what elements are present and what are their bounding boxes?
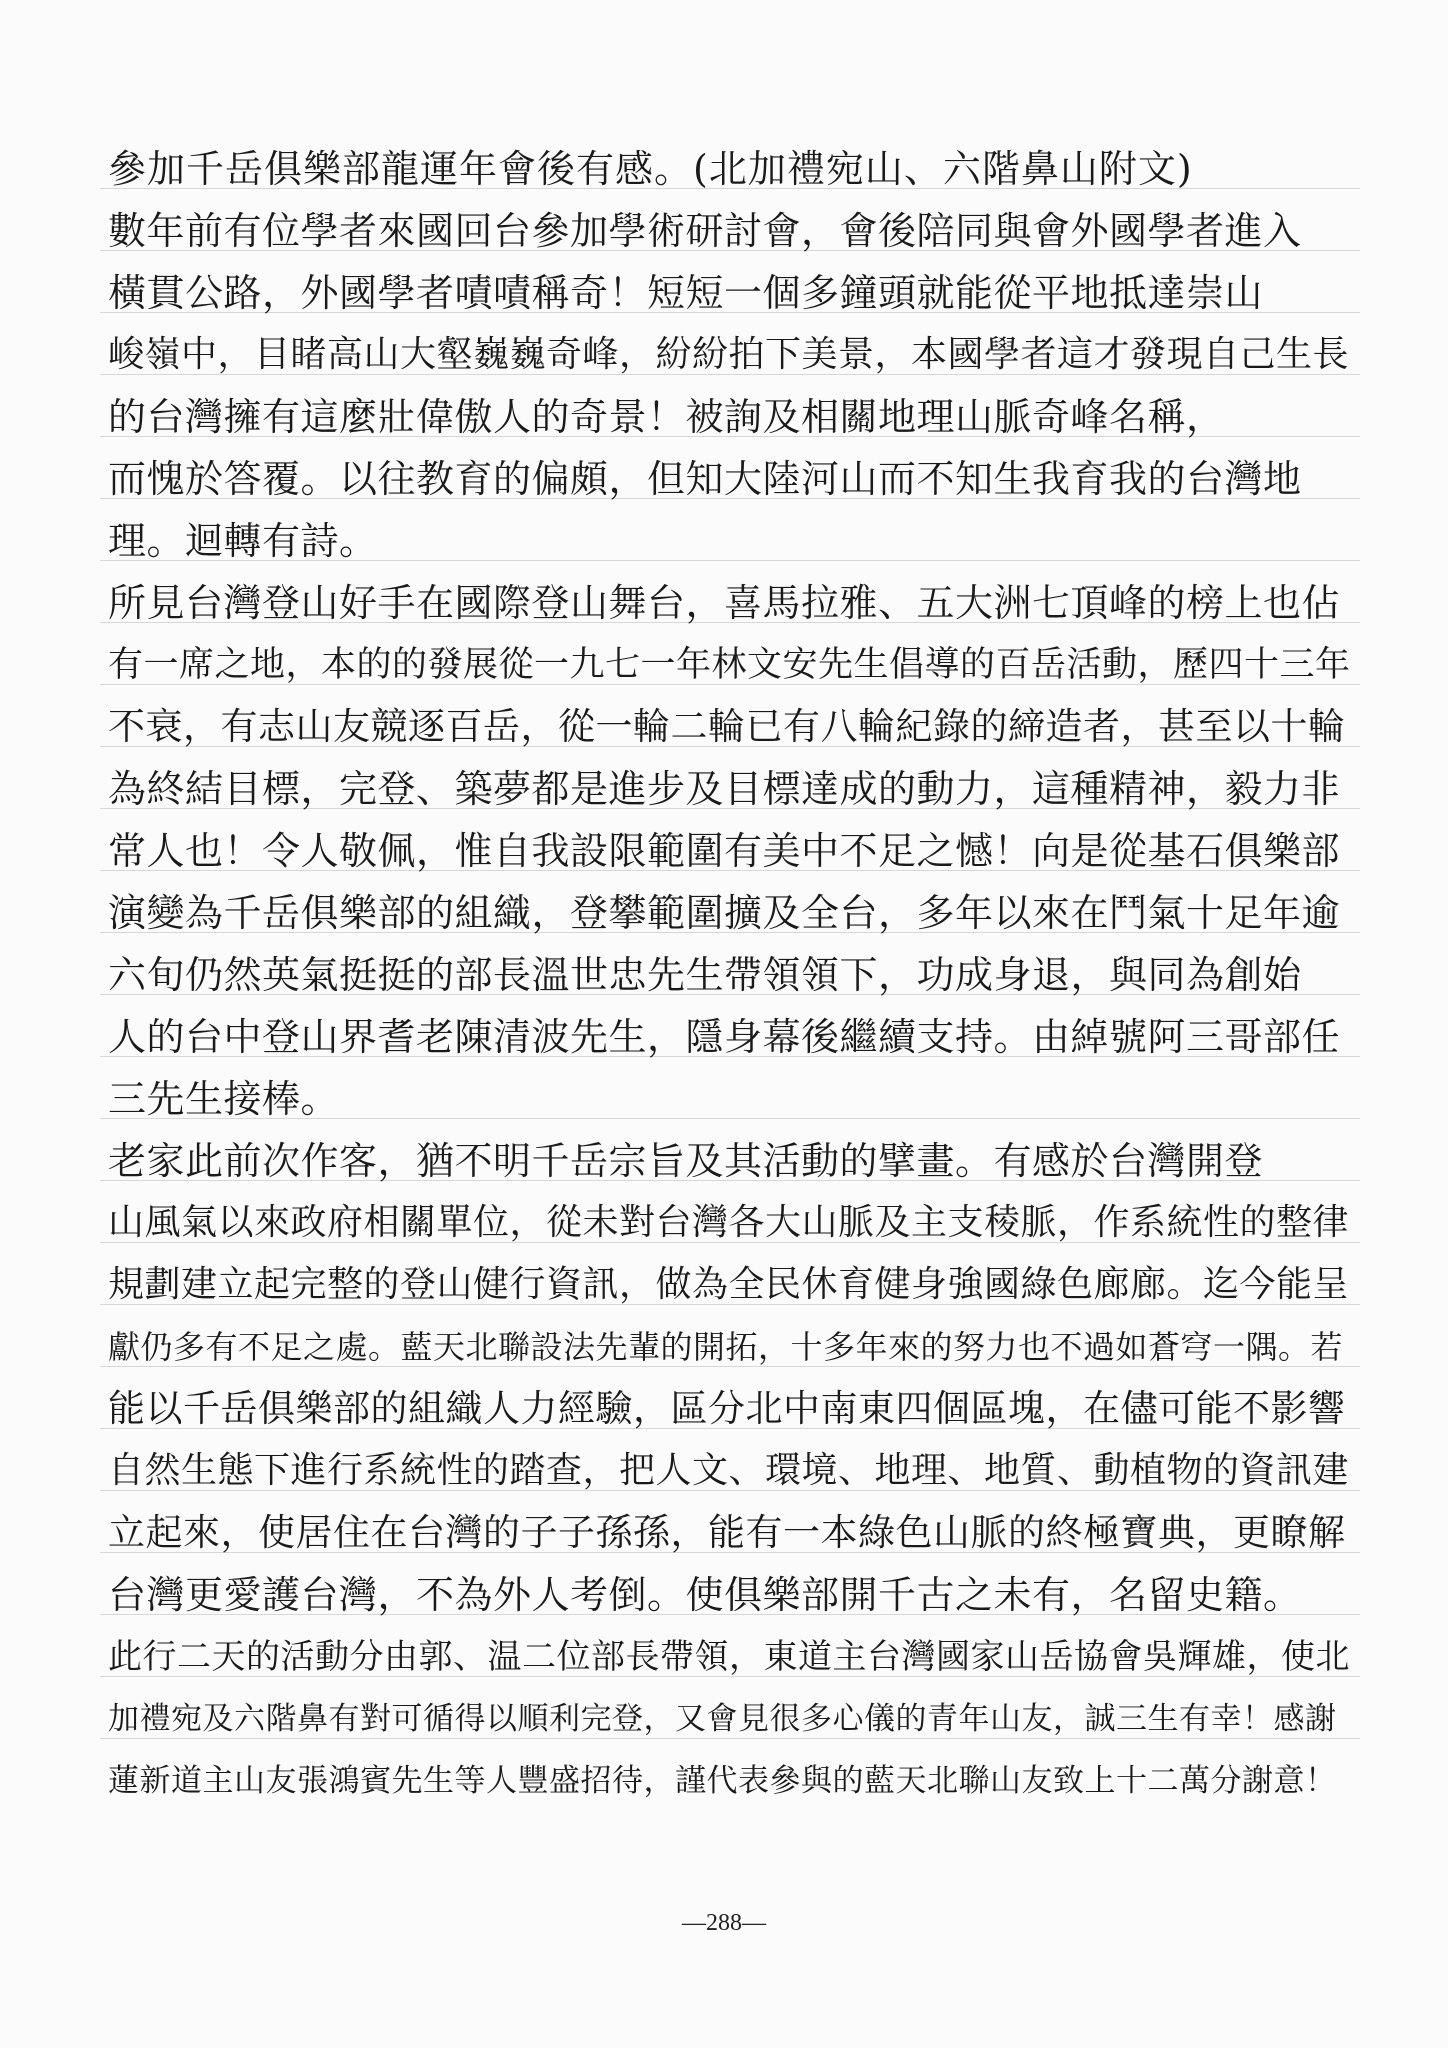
text-line: 蓮新道主山友張鴻賓先生等人豐盛招待，謹代表參與的藍天北聯山友致上十二萬分謝意！: [108, 1763, 1337, 1799]
page-number: —288—: [682, 1910, 766, 1936]
text-line: 規劃建立起完整的登山健行資訊，做為全民休育健身強國綠色廊廊。迄今能呈: [108, 1264, 1350, 1305]
text-line: 三先生接棒。: [108, 1077, 340, 1121]
text-line: 老家此前次作客，猶不明千岳宗旨及其活動的擘畫。有感於台灣開登: [108, 1139, 1264, 1183]
text-line: 橫貫公路，外國學者嘖嘖稱奇！短短一個多鐘頭就能從平地抵達崇山: [108, 271, 1264, 315]
text-line: 自然生態下進行系統性的踏查，把人文、環境、地理、地質、動植物的資訊建: [108, 1450, 1350, 1491]
text-line: 數年前有位學者來國回台參加學術研討會，會後陪同與會外國學者進入: [108, 209, 1302, 253]
document-title: 參加千岳俱樂部龍運年會後有感。(北加禮宛山、六階鼻山附文): [108, 147, 1193, 191]
text-line: 人的台中登山界耆老陳清波先生，隱身幕後繼續支持。由綽號阿三哥部任: [108, 1015, 1341, 1059]
text-line: 峻嶺中，目睹高山大壑巍巍奇峰，紛紛拍下美景，本國學者這才發現自己生長: [108, 334, 1350, 375]
text-line: 理。迴轉有詩。: [108, 519, 378, 563]
text-line: 有一席之地，本的的發展從一九七一年林文安先生倡導的百岳活動，歷四十三年: [108, 645, 1351, 685]
text-line: 山風氣以來政府相關單位，從未對台灣各大山脈及主支稜脈，作系統性的整律: [108, 1202, 1350, 1243]
text-line: 不衰，有志山友競逐百岳，從一輪二輪已有八輪紀錄的締造者，甚至以十輪: [108, 705, 1346, 748]
text-line: 演變為千岳俱樂部的組織，登攀範圍擴及全台，多年以來在鬥氣十足年逾: [108, 891, 1341, 935]
text-line: 所見台灣登山好手在國際登山舞台，喜馬拉雅、五大洲七頂峰的榜上也佔: [108, 581, 1341, 625]
text-line: 而愧於答覆。以往教育的偏頗，但知大陸河山而不知生我育我的台灣地: [108, 457, 1302, 501]
text-line: 能以千岳俱樂部的組織人力經驗，區分北中南東四個區塊，在儘可能不影響: [108, 1387, 1346, 1430]
text-line: 獻仍多有不足之處。藍天北聯設法先輩的開拓，十多年來的努力也不過如蒼穹一隅。若: [108, 1328, 1344, 1366]
text-line: 立起來，使居住在台灣的子子孫孫，能有一本綠色山脈的終極寶典，更瞭解: [108, 1511, 1346, 1554]
text-line: 的台灣擁有這麼壯偉傲人的奇景！被詢及相關地理山脈奇峰名稱，: [108, 395, 1225, 439]
text-line: 為終結目標，完登、築夢都是進步及目標達成的動力，這種精神，毅力非: [108, 767, 1341, 811]
text-line: 此行二天的活動分由郭、温二位部長帶領，東道主台灣國家山岳協會吳輝雄，使北: [108, 1637, 1350, 1677]
text-line: 加禮宛及六階鼻有對可循得以順利完登，又會見很多心儀的青年山友，誠三生有幸！感謝: [108, 1701, 1337, 1737]
text-line: 常人也！令人敬佩，惟自我設限範圍有美中不足之憾！向是從基石俱樂部: [108, 829, 1341, 873]
text-line: 六旬仍然英氣挺挺的部長溫世忠先生帶領領下，功成身退，與同為創始: [108, 953, 1302, 997]
text-line: 台灣更愛護台灣，不為外人考倒。使俱樂部開千古之未有，名留史籍。: [108, 1573, 1302, 1617]
